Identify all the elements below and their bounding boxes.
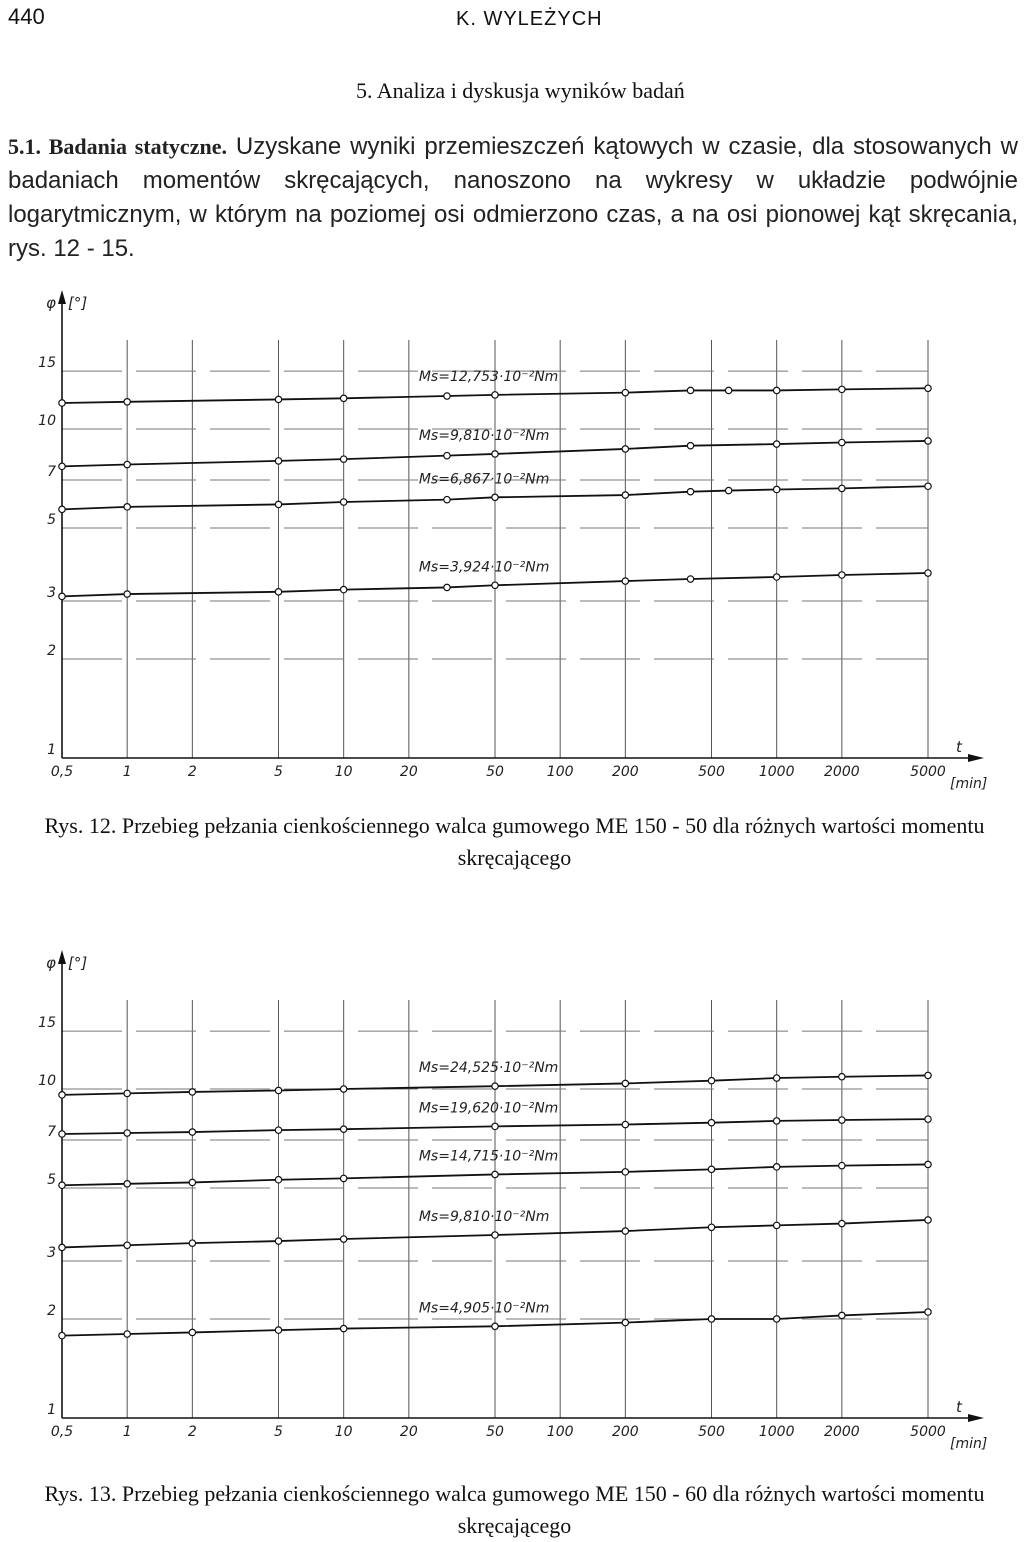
data-point (773, 1222, 779, 1228)
data-point (725, 387, 731, 393)
data-point (773, 441, 779, 447)
x-tick-label: 100 (546, 1424, 574, 1440)
body-paragraph (8, 130, 1018, 266)
data-point (839, 1312, 845, 1318)
series-label: Ms=24,525·10⁻²Nm (418, 1060, 559, 1077)
data-point (687, 387, 693, 393)
y-tick-label: 5 (47, 512, 56, 529)
data-point (59, 1182, 65, 1188)
data-point (622, 1319, 628, 1325)
data-point (444, 496, 450, 502)
data-point (773, 486, 779, 492)
series-label: Ms=14,715·10⁻²Nm (418, 1148, 559, 1165)
x-tick-label: 1000 (758, 1424, 795, 1440)
x-tick-label: 2 (187, 764, 197, 780)
data-point (492, 1232, 498, 1238)
data-point (340, 1126, 346, 1132)
data-point (773, 387, 779, 393)
data-point (59, 1131, 65, 1137)
x-tick-label: 2 (187, 1424, 197, 1440)
data-point (492, 1171, 498, 1177)
x-tick-label: 20 (399, 1424, 418, 1440)
data-point (622, 1080, 628, 1086)
data-point (725, 487, 731, 493)
page-number: 440 (8, 4, 45, 29)
data-point (275, 396, 281, 402)
data-point (925, 483, 931, 489)
x-tick-label: 5000 (910, 1424, 946, 1440)
data-point (492, 1083, 498, 1089)
data-point (687, 488, 693, 494)
data-point (340, 1236, 346, 1242)
y-tick-label: 2 (47, 642, 56, 659)
data-point (839, 1220, 845, 1226)
y-axis-arrow (58, 950, 66, 964)
data-point (839, 1074, 845, 1080)
x-tick-label: 200 (611, 1424, 639, 1440)
series-label: Ms=6,867·10⁻²Nm (418, 471, 550, 488)
data-point (275, 1127, 281, 1133)
data-point (773, 1075, 779, 1081)
running-title: K. WYLEŻYCH (456, 8, 603, 30)
subsection-heading: 5.1. Badania statyczne. (8, 134, 227, 159)
x-axis-arrow (968, 1414, 984, 1422)
series-label: Ms=9,810·10⁻²Nm (418, 427, 550, 444)
x-axis-unit: [min] (950, 776, 988, 792)
data-point (925, 1217, 931, 1223)
data-point (124, 1130, 130, 1136)
figure-12-caption: Rys. 12. Przebieg pełzania cienkościennego walca gumowego ME 150 - 50 dla różnych wartości momentu skręcającego (44, 813, 985, 870)
x-axis-symbol: t (956, 1398, 962, 1416)
x-tick-label: 2000 (824, 764, 860, 780)
x-axis-symbol: t (956, 738, 962, 756)
y-tick-label: 2 (47, 1302, 56, 1319)
data-point (189, 1329, 195, 1335)
series-label: Ms=9,810·10⁻²Nm (418, 1208, 550, 1225)
data-point (275, 458, 281, 464)
data-point (839, 1117, 845, 1123)
data-point (275, 1238, 281, 1244)
figure-13-caption: Rys. 13. Przebieg pełzania cienkościennego walca gumowego ME 150 - 60 dla różnych wartości momentu skręcającego (44, 1481, 985, 1538)
y-tick-label: 7 (47, 1123, 56, 1140)
data-point (124, 1181, 130, 1187)
data-point (444, 452, 450, 458)
data-point (773, 1118, 779, 1124)
y-axis-symbol: φ (46, 294, 56, 312)
x-tick-label: 5 (274, 1424, 283, 1440)
data-point (340, 395, 346, 401)
data-point (839, 439, 845, 445)
data-point (622, 446, 628, 452)
x-tick-label: 500 (698, 764, 725, 780)
x-tick-label: 0,5 (50, 1424, 74, 1440)
x-tick-label: 50 (486, 764, 504, 780)
x-axis-arrow (968, 754, 984, 762)
data-point (622, 1121, 628, 1127)
data-point (59, 1092, 65, 1098)
data-point (839, 485, 845, 491)
data-point (773, 574, 779, 580)
x-tick-label: 5000 (910, 764, 946, 780)
series-label: Ms=4,905·10⁻²Nm (418, 1300, 550, 1317)
data-point (340, 586, 346, 592)
data-point (340, 456, 346, 462)
data-point (59, 506, 65, 512)
y-tick-label: 3 (47, 1245, 56, 1262)
data-point (492, 494, 498, 500)
x-tick-label: 100 (546, 764, 574, 780)
x-tick-label: 1 (122, 1424, 132, 1440)
data-point (925, 1116, 931, 1122)
x-tick-label: 2000 (824, 1424, 860, 1440)
data-point (340, 499, 346, 505)
x-tick-label: 5 (274, 764, 283, 780)
data-point (622, 1169, 628, 1175)
data-point (275, 1087, 281, 1093)
data-point (925, 385, 931, 391)
x-tick-label: 20 (399, 764, 418, 780)
x-tick-label: 200 (611, 764, 639, 780)
data-point (59, 1332, 65, 1338)
data-point (492, 1323, 498, 1329)
y-tick-label: 15 (38, 355, 56, 372)
data-point (622, 389, 628, 395)
x-tick-label: 50 (486, 1424, 504, 1440)
data-point (925, 1309, 931, 1315)
y-tick-label: 10 (38, 413, 56, 430)
data-point (773, 1164, 779, 1170)
y-axis-arrow (58, 290, 66, 304)
data-point (622, 1228, 628, 1234)
y-tick-label: 5 (47, 1172, 56, 1189)
y-tick-label: 3 (47, 585, 56, 602)
y-tick-label: 1 (47, 742, 56, 758)
x-tick-label: 10 (334, 1424, 353, 1440)
y-axis-unit: [°] (68, 954, 88, 972)
data-point (708, 1224, 714, 1230)
data-point (708, 1166, 714, 1172)
data-point (708, 1120, 714, 1126)
series-label: Ms=12,753·10⁻²Nm (418, 368, 559, 385)
data-point (839, 572, 845, 578)
series-label: Ms=19,620·10⁻²Nm (418, 1100, 559, 1117)
data-point (275, 1327, 281, 1333)
data-point (622, 492, 628, 498)
data-point (492, 392, 498, 398)
data-point (773, 1316, 779, 1322)
x-tick-label: 1000 (758, 764, 795, 780)
x-tick-label: 10 (334, 764, 353, 780)
data-point (124, 1331, 130, 1337)
data-point (622, 578, 628, 584)
data-point (59, 463, 65, 469)
data-point (124, 1090, 130, 1096)
x-tick-label: 1 (122, 764, 132, 780)
data-point (340, 1325, 346, 1331)
data-point (189, 1179, 195, 1185)
data-point (189, 1240, 195, 1246)
data-point (925, 1072, 931, 1078)
y-axis-unit: [°] (68, 294, 88, 312)
data-point (59, 1244, 65, 1250)
data-point (340, 1175, 346, 1181)
data-point (444, 393, 450, 399)
y-tick-label: 15 (38, 1015, 56, 1032)
data-point (839, 386, 845, 392)
data-point (492, 451, 498, 457)
data-point (189, 1089, 195, 1095)
data-point (124, 504, 130, 510)
data-point (124, 461, 130, 467)
figure-12-chart (0, 280, 1024, 800)
data-point (708, 1316, 714, 1322)
data-point (340, 1086, 346, 1092)
data-point (275, 1177, 281, 1183)
data-point (124, 399, 130, 405)
data-point (925, 1161, 931, 1167)
y-axis-symbol: φ (46, 954, 56, 972)
data-point (492, 582, 498, 588)
data-point (687, 442, 693, 448)
data-point (275, 589, 281, 595)
data-point (189, 1129, 195, 1135)
section-title: 5. Analiza i dyskusja wyników badań (356, 78, 685, 103)
x-tick-label: 0,5 (50, 764, 74, 780)
y-tick-label: 10 (38, 1073, 56, 1090)
data-point (444, 584, 450, 590)
data-point (839, 1162, 845, 1168)
series-label: Ms=3,924·10⁻²Nm (418, 559, 550, 576)
data-point (925, 438, 931, 444)
data-point (687, 576, 693, 582)
paragraph-text: Uzyskane wyniki przemieszczeń kątowych w czasie, dla stosowanych w badaniach momentów skręcających, nanoszono na wykresy w układzie podwójnie logarytmicznym, w którym na poziomej osi odmierzono czas, a na osi pionowej kąt skręcania, rys. 12 - 15. (8, 133, 1019, 262)
data-point (275, 501, 281, 507)
data-point (59, 400, 65, 406)
y-tick-label: 7 (47, 463, 56, 480)
data-point (59, 593, 65, 599)
x-tick-label: 500 (698, 1424, 725, 1440)
x-axis-unit: [min] (950, 1436, 988, 1452)
data-point (124, 591, 130, 597)
data-point (708, 1078, 714, 1084)
figure-13-chart (0, 940, 1024, 1460)
data-point (492, 1123, 498, 1129)
y-tick-label: 1 (47, 1402, 56, 1418)
data-point (124, 1242, 130, 1248)
data-point (925, 570, 931, 576)
